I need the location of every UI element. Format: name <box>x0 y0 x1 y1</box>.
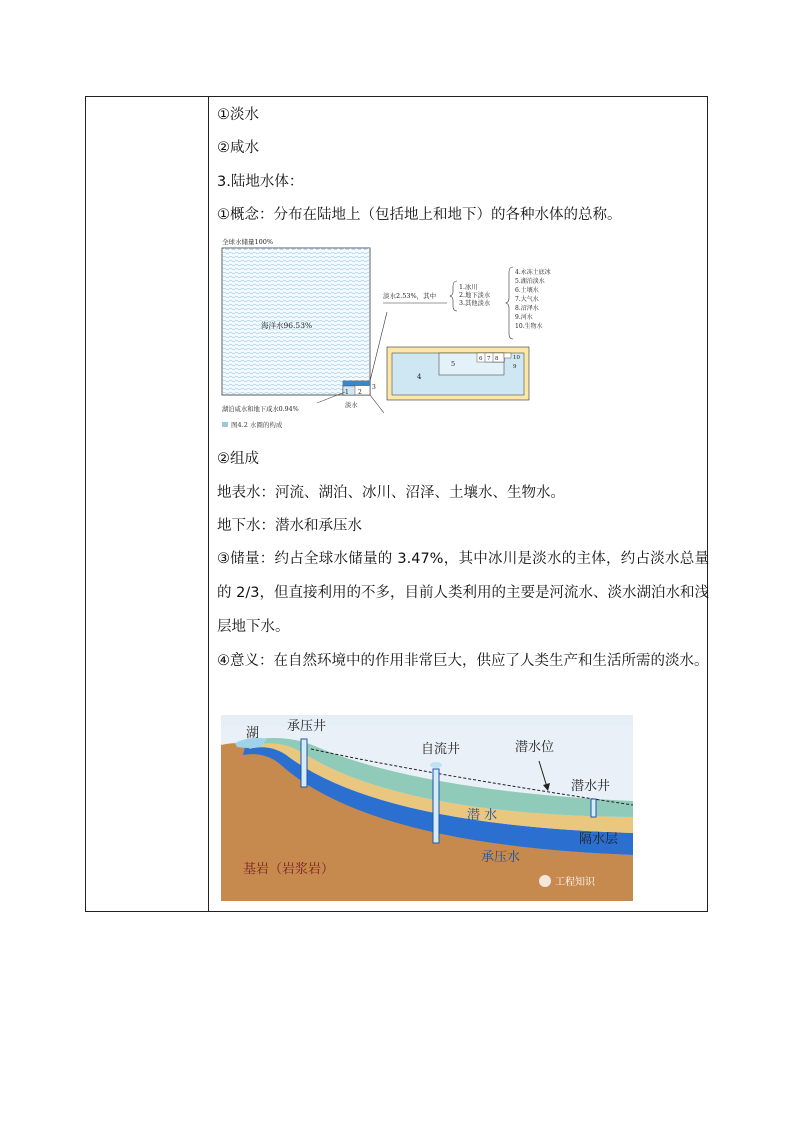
surface-water-text: 地表水：河流、湖泊、冰川、沼泽、土壤水、生物水。 <box>217 485 565 501</box>
svg-text:5: 5 <box>451 360 456 368</box>
svg-text:6: 6 <box>479 356 483 362</box>
significance-paragraph: ④意义：在自然环境中的作用非常巨大，供应了人类生产和生活所需的淡水。 <box>217 653 709 669</box>
svg-text:7: 7 <box>487 356 491 362</box>
phreatic-water-label: 潜 水 <box>467 808 498 823</box>
watermark-text: 工程知识 <box>555 877 595 888</box>
column-divider <box>208 97 209 911</box>
svg-text:2.地下淡水: 2.地下淡水 <box>459 292 491 299</box>
groundwater-text: 地下水：潜水和承压水 <box>217 518 362 534</box>
svg-text:3: 3 <box>372 384 376 391</box>
figure-caption: 图4.2 水圈的构成 <box>231 421 283 429</box>
groundwater-cross-section-figure <box>221 715 633 901</box>
svg-text:5.湖泊淡水: 5.湖泊淡水 <box>515 278 545 285</box>
svg-text:8.沼泽水: 8.沼泽水 <box>515 305 539 312</box>
bedrock-label: 基岩（岩浆岩） <box>243 862 335 877</box>
content-table <box>85 96 708 912</box>
concept-text: ①概念：分布在陆地上（包括地上和地下）的各种水体的总称。 <box>217 207 622 223</box>
global-water-label: 全球水储量100% <box>222 238 274 246</box>
svg-text:8: 8 <box>495 356 499 362</box>
svg-text:9.河水: 9.河水 <box>515 314 533 321</box>
svg-text:2: 2 <box>358 389 362 396</box>
ocean-water-label: 海洋水96.53% <box>261 321 313 330</box>
svg-text:4.永冻土底冰: 4.永冻土底冰 <box>515 269 551 276</box>
confined-well <box>301 739 307 787</box>
water-table-label: 潜水位 <box>515 740 555 755</box>
salt-lake-label: 湖泊咸水和地下咸水0.94% <box>222 406 299 413</box>
svg-text:6.土壤水: 6.土壤水 <box>515 287 539 294</box>
confined-water-label: 承压水 <box>481 850 521 865</box>
svg-text:1: 1 <box>345 389 349 396</box>
wechat-icon <box>539 875 551 887</box>
storage-paragraph: ③储量：约占全球水储量的 3.47%，其中冰川是淡水的主体，约占淡水总量的 2/3，但直接利用的不多，目前人类利用的主要是河流水、淡水湖泊水和浅层地下水。 <box>217 551 709 635</box>
hydrosphere-composition-figure <box>217 235 587 435</box>
confined-well-label: 承压井 <box>287 719 327 734</box>
item-salt-water: ②咸水 <box>217 140 259 156</box>
phreatic-well-label: 潜水井 <box>571 779 611 794</box>
svg-text:1.冰川: 1.冰川 <box>459 284 478 291</box>
aquiclude-label: 隔水层 <box>579 832 619 847</box>
svg-text:10: 10 <box>513 355 520 361</box>
svg-text:7.大气水: 7.大气水 <box>515 296 539 303</box>
svg-text:9: 9 <box>513 364 517 370</box>
composition-heading: ②组成 <box>217 451 259 467</box>
svg-text:3.其他淡水: 3.其他淡水 <box>459 300 491 307</box>
section-heading: 3.陆地水体： <box>217 174 304 190</box>
artesian-well-label: 自流井 <box>421 742 461 757</box>
item-fresh-water: ①淡水 <box>217 107 259 123</box>
phreatic-well <box>591 799 596 817</box>
svg-text:4: 4 <box>417 373 422 381</box>
fresh-short-label: 淡水 <box>345 402 358 409</box>
fresh-water-label: 淡水2.53%，其中 <box>383 292 437 300</box>
lake-label: 湖 <box>246 726 260 741</box>
svg-text:10.生物水: 10.生物水 <box>515 323 543 330</box>
artesian-well <box>433 769 439 843</box>
